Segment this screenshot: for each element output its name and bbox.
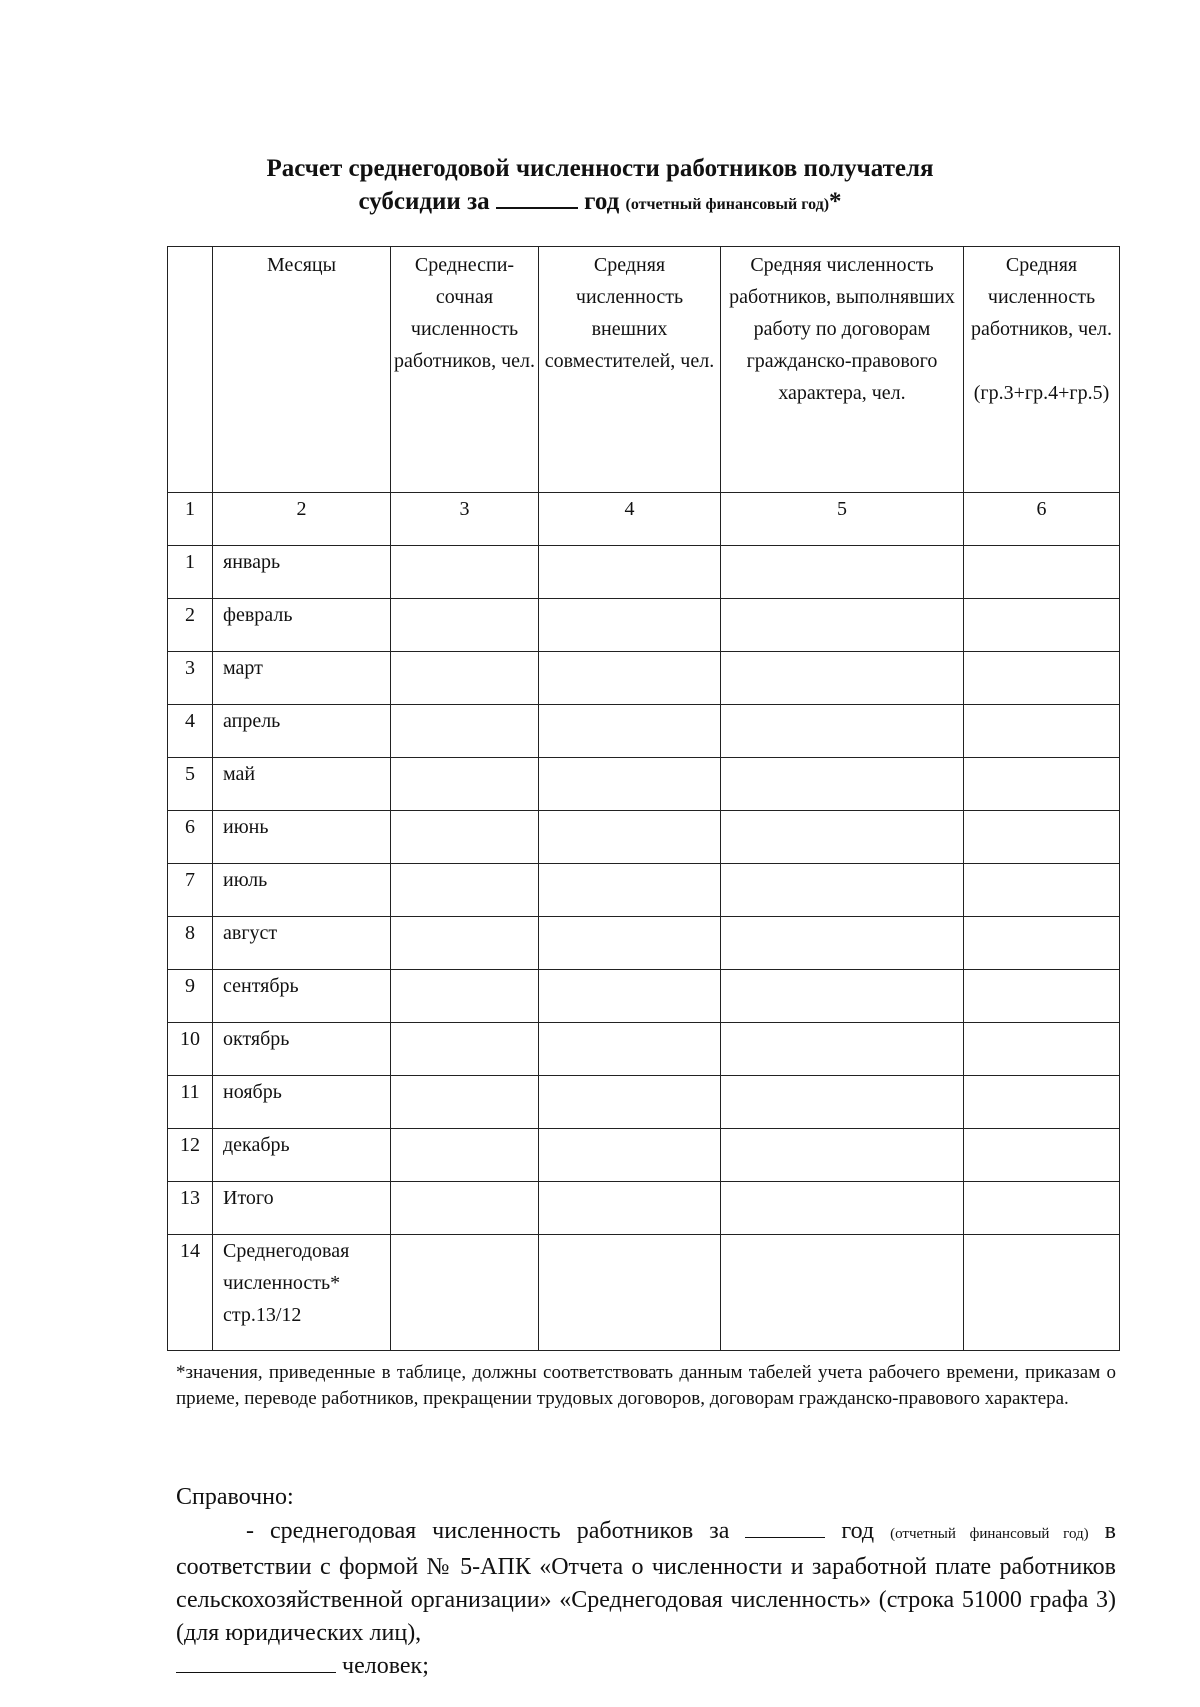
value-cell[interactable]	[721, 917, 964, 970]
value-cell[interactable]	[721, 599, 964, 652]
value-cell[interactable]	[721, 705, 964, 758]
table-header-row	[168, 247, 1120, 493]
value-cell[interactable]	[539, 599, 721, 652]
value-cell[interactable]	[539, 652, 721, 705]
value-cell[interactable]	[964, 1129, 1120, 1182]
value-cell[interactable]	[539, 864, 721, 917]
row-number: 6	[168, 811, 213, 864]
row-number: 12	[168, 1129, 213, 1182]
table-row	[168, 970, 1120, 1023]
value-cell[interactable]	[964, 758, 1120, 811]
value-cell[interactable]	[721, 1182, 964, 1235]
row-label: июль	[213, 864, 391, 917]
row-label: август	[213, 917, 391, 970]
row-label: апрель	[213, 705, 391, 758]
table-row	[168, 917, 1120, 970]
column-number: 1	[168, 493, 213, 546]
value-cell[interactable]	[539, 1076, 721, 1129]
table-row	[168, 1076, 1120, 1129]
value-cell[interactable]	[964, 1023, 1120, 1076]
column-number: 6	[964, 493, 1120, 546]
table-row	[168, 758, 1120, 811]
value-cell[interactable]	[391, 1023, 539, 1076]
header-cell-months: Месяцы	[213, 247, 391, 493]
title-star: *	[829, 188, 842, 215]
value-cell[interactable]	[721, 758, 964, 811]
headcount-table	[167, 246, 1120, 1351]
value-cell[interactable]	[539, 970, 721, 1023]
row-label: декабрь	[213, 1129, 391, 1182]
value-cell[interactable]	[539, 705, 721, 758]
value-cell[interactable]	[539, 1129, 721, 1182]
headcount-blank	[176, 1652, 336, 1673]
row-label: Итого	[213, 1182, 391, 1235]
table-footnote: *значения, приведенные в таблице, должны соответствовать данным табелей учета рабочего времени, приказам о приеме, переводе работников, прекращении трудовых договоров, договорам гражданско-правового характера.	[176, 1362, 1116, 1409]
value-cell[interactable]	[964, 811, 1120, 864]
row-label: май	[213, 758, 391, 811]
value-cell[interactable]	[964, 1076, 1120, 1129]
title-prefix: субсидии за	[358, 188, 490, 215]
row-number: 13	[168, 1182, 213, 1235]
value-cell[interactable]	[391, 758, 539, 811]
reference-part5: человек;	[342, 1653, 429, 1679]
header-cell-avg-total: Средняя численность работников, чел. (гр.3+гр.4+гр.5)	[964, 247, 1120, 493]
header-cell-avg-list: Среднеспи-сочная численность работников, чел.	[391, 247, 539, 493]
table-row	[168, 546, 1120, 599]
value-cell[interactable]	[391, 1076, 539, 1129]
column-number: 2	[213, 493, 391, 546]
value-cell[interactable]	[964, 970, 1120, 1023]
reference-text	[176, 1515, 1116, 1683]
row-label: январь	[213, 546, 391, 599]
value-cell[interactable]	[539, 758, 721, 811]
row-number: 5	[168, 758, 213, 811]
value-cell[interactable]	[539, 1023, 721, 1076]
table-row	[168, 1235, 1120, 1351]
row-number: 11	[168, 1076, 213, 1129]
row-label: ноябрь	[213, 1076, 391, 1129]
value-cell[interactable]	[539, 1235, 721, 1351]
row-label: февраль	[213, 599, 391, 652]
title-year-word: год	[584, 188, 620, 215]
value-cell[interactable]	[721, 970, 964, 1023]
value-cell[interactable]	[391, 1235, 539, 1351]
value-cell[interactable]	[391, 705, 539, 758]
title-line-1: Расчет среднегодовой численности работников получателя	[266, 155, 934, 182]
table-row	[168, 1129, 1120, 1182]
reference-part1: - среднегодовая численность работников за	[246, 1518, 730, 1544]
column-number: 3	[391, 493, 539, 546]
header-cell-number	[168, 247, 213, 493]
document-title	[0, 152, 1200, 222]
table-row	[168, 652, 1120, 705]
reference-part2: год	[841, 1518, 875, 1544]
value-cell[interactable]	[391, 970, 539, 1023]
row-label: октябрь	[213, 1023, 391, 1076]
row-number: 9	[168, 970, 213, 1023]
value-cell[interactable]	[391, 546, 539, 599]
value-cell[interactable]	[964, 1235, 1120, 1351]
reference-part4: в соответствии с формой № 5-АПК «Отчета о численности и заработной плате работников сельскохозяйственной организации» «Среднегодовая численность» (строка 51000 графа 3) (для юридических лиц),	[176, 1518, 1116, 1646]
value-cell[interactable]	[539, 917, 721, 970]
value-cell[interactable]	[391, 864, 539, 917]
table-row	[168, 1182, 1120, 1235]
header-cell-civil-contracts: Средняя численность работников, выполнявших работу по договорам гражданско-правового характера, чел.	[721, 247, 964, 493]
value-cell[interactable]	[391, 1129, 539, 1182]
row-number: 1	[168, 546, 213, 599]
value-cell[interactable]	[721, 1235, 964, 1351]
row-label: сентябрь	[213, 970, 391, 1023]
row-number: 2	[168, 599, 213, 652]
column-number-row	[168, 493, 1120, 546]
value-cell[interactable]	[721, 546, 964, 599]
value-cell[interactable]	[721, 811, 964, 864]
row-label: Среднегодовая численность* стр.13/12	[213, 1235, 391, 1351]
value-cell[interactable]	[539, 1182, 721, 1235]
value-cell[interactable]	[721, 652, 964, 705]
value-cell[interactable]	[721, 1129, 964, 1182]
reference-title: Справочно:	[176, 1484, 294, 1510]
value-cell[interactable]	[964, 1182, 1120, 1235]
value-cell[interactable]	[391, 652, 539, 705]
row-number: 3	[168, 652, 213, 705]
table-row	[168, 1023, 1120, 1076]
value-cell[interactable]	[391, 1182, 539, 1235]
value-cell[interactable]	[391, 917, 539, 970]
value-cell[interactable]	[391, 811, 539, 864]
value-cell[interactable]	[964, 917, 1120, 970]
value-cell[interactable]	[391, 599, 539, 652]
value-cell[interactable]	[721, 864, 964, 917]
value-cell[interactable]	[539, 811, 721, 864]
reference-note: (отчетный финансовый год)	[890, 1526, 1089, 1542]
row-number: 10	[168, 1023, 213, 1076]
table-row	[168, 811, 1120, 864]
table-row	[168, 864, 1120, 917]
value-cell[interactable]	[721, 1023, 964, 1076]
row-number: 8	[168, 917, 213, 970]
title-line-2	[0, 185, 1200, 222]
value-cell[interactable]	[964, 546, 1120, 599]
value-cell[interactable]	[964, 864, 1120, 917]
year-blank	[496, 185, 578, 209]
header-cell-external: Средняя численность внешних совместителей, чел.	[539, 247, 721, 493]
row-label: март	[213, 652, 391, 705]
value-cell[interactable]	[964, 599, 1120, 652]
row-number: 7	[168, 864, 213, 917]
table-row	[168, 705, 1120, 758]
row-label: июнь	[213, 811, 391, 864]
row-number: 4	[168, 705, 213, 758]
value-cell[interactable]	[964, 652, 1120, 705]
year-blank-2	[745, 1517, 825, 1538]
title-note: (отчетный финансовый год)	[625, 196, 830, 213]
row-number: 14	[168, 1235, 213, 1351]
column-number: 5	[721, 493, 964, 546]
value-cell[interactable]	[539, 546, 721, 599]
value-cell[interactable]	[964, 705, 1120, 758]
table-row	[168, 599, 1120, 652]
value-cell[interactable]	[721, 1076, 964, 1129]
column-number: 4	[539, 493, 721, 546]
